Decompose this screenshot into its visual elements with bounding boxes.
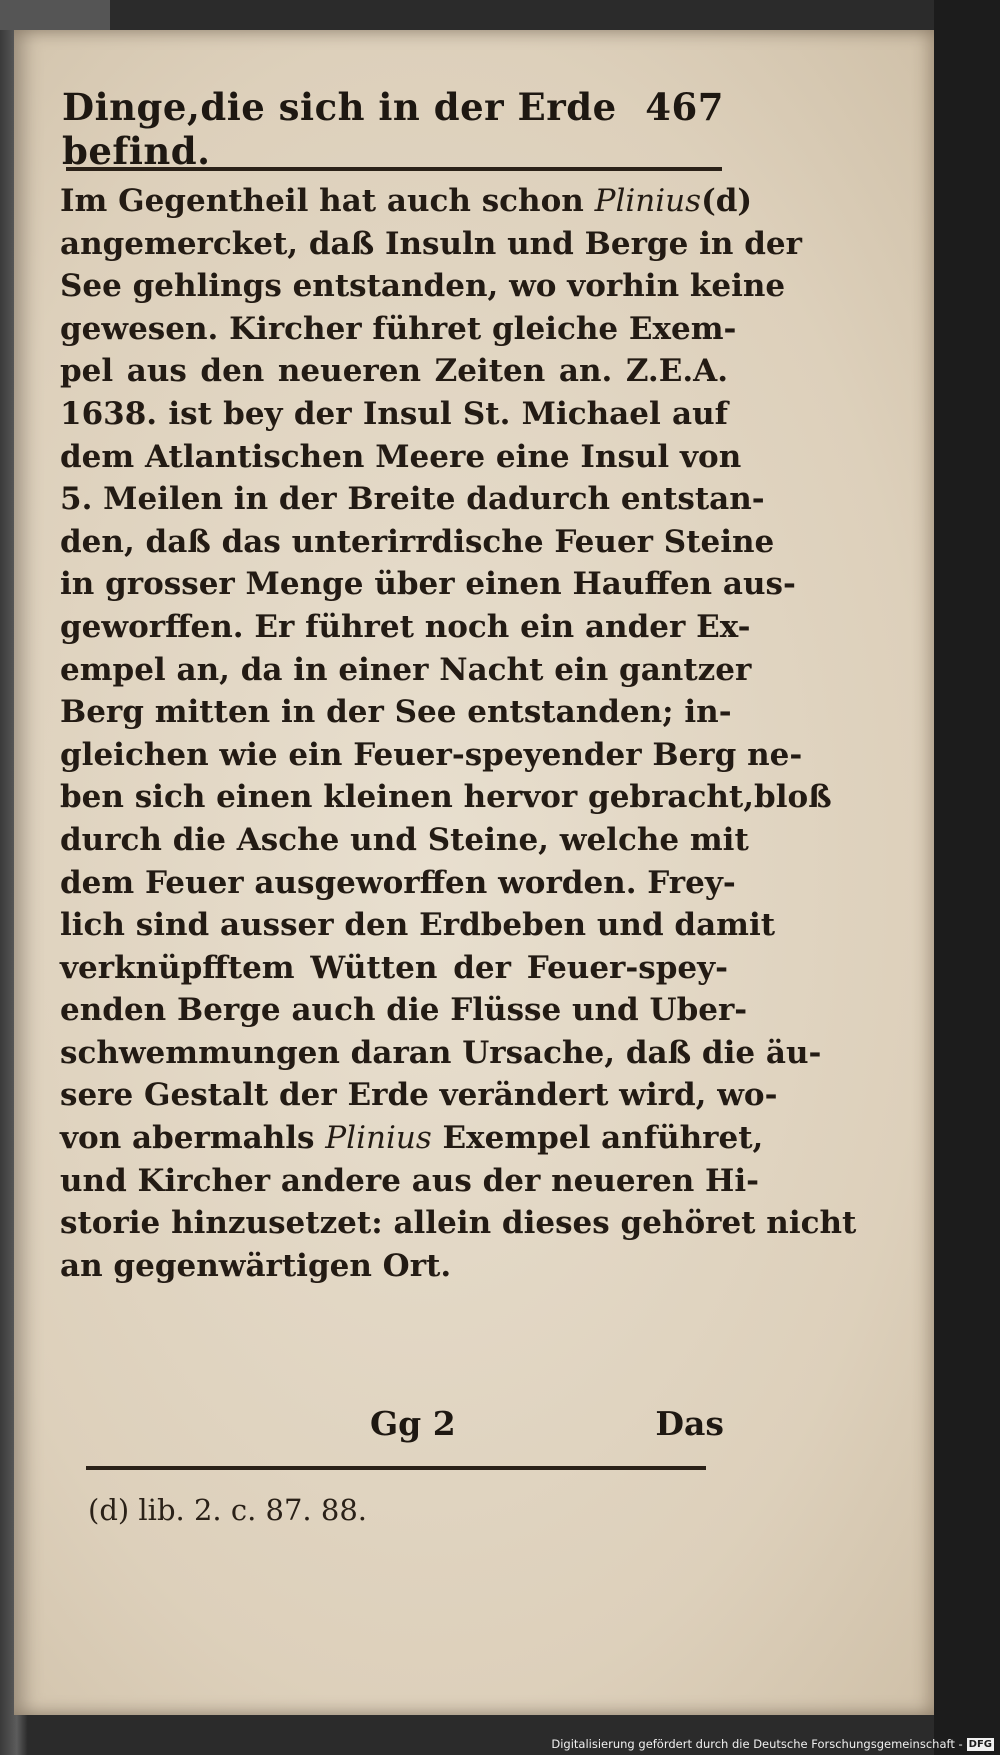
body-text — [60, 180, 857, 1287]
text-segment: Im Gegentheil hat auch schon — [60, 183, 595, 219]
italic-name: Plinius — [594, 183, 702, 219]
text-line — [60, 606, 751, 649]
text-line — [60, 819, 749, 862]
digitization-credit — [551, 1737, 994, 1751]
text-segment: angemercket, daß Insuln und Berge in der — [60, 225, 802, 262]
text-line — [60, 1202, 857, 1245]
text-line — [60, 1160, 759, 1203]
text-segment: See gehlings entstanden, wo vorhin keine — [60, 268, 786, 305]
text-line — [60, 223, 802, 266]
text-segment: Berg mitten in der See entstanden; in- — [60, 694, 732, 731]
text-line — [60, 862, 736, 905]
text-segment: und Kircher andere aus der neueren Hi- — [60, 1162, 759, 1199]
text-segment: 1638. ist bey der Insul St. Michael auf — [60, 395, 728, 432]
text-line — [60, 1032, 822, 1075]
text-line — [60, 776, 832, 819]
text-line — [60, 521, 775, 564]
signature-mark: Gg 2 — [370, 1404, 456, 1443]
header-rule — [66, 167, 722, 171]
text-line — [60, 1117, 764, 1160]
text-segment: 5. Meilen in der Breite dadurch entstan- — [60, 481, 765, 518]
text-segment: pel aus den neueren Zeiten an. Z.E.A. — [60, 353, 728, 390]
text-segment: verknüpfftem Wütten der Feuer-spey- — [60, 949, 728, 986]
text-segment: Exempel anführet, — [431, 1120, 764, 1157]
footnote-rule — [86, 1466, 706, 1470]
running-head-title: Dinge,die sich in der Erde befind. — [62, 85, 617, 173]
text-line — [60, 180, 753, 223]
text-line — [60, 734, 803, 777]
footnote: (d) lib. 2. c. 87. 88. — [88, 1493, 367, 1527]
text-segment: gleichen wie ein Feuer-speyender Berg ne- — [60, 736, 803, 773]
text-line — [60, 563, 796, 606]
text-line — [60, 691, 732, 734]
text-segment: von abermahls — [60, 1120, 326, 1157]
text-line — [60, 649, 752, 692]
text-line — [60, 265, 786, 308]
text-segment: gewesen. Kircher führet gleiche Exem- — [60, 310, 737, 347]
text-segment: an gegenwärtigen Ort. — [60, 1247, 452, 1284]
text-line — [60, 436, 742, 479]
text-segment: den, daß das unterirrdische Feuer Steine — [60, 523, 775, 560]
scan-background — [934, 0, 1000, 1755]
text-line — [60, 1245, 728, 1288]
text-segment: in grosser Menge über einen Hauffen aus- — [60, 566, 796, 603]
italic-name: Plinius — [325, 1120, 432, 1157]
text-segment: enden Berge auch die Flüsse und Uber- — [60, 992, 748, 1029]
binding-corner — [0, 0, 110, 30]
text-segment: lich sind ausser den Erdbeben und damit — [60, 907, 776, 944]
catchword: Das — [655, 1404, 724, 1443]
text-segment: geworffen. Er führet noch ein ander Ex- — [60, 608, 751, 645]
text-segment: durch die Asche und Steine, welche mit — [60, 821, 749, 858]
text-segment: ben sich einen kleinen hervor gebracht,bloß — [60, 779, 832, 816]
text-segment: dem Feuer ausgeworffen worden. Frey- — [60, 864, 736, 901]
text-segment: storie hinzusetzet: allein dieses gehöret nicht — [60, 1205, 857, 1242]
text-line — [60, 989, 748, 1032]
text-line — [60, 1074, 778, 1117]
text-line — [60, 947, 728, 990]
credit-text: Digitalisierung gefördert durch die Deutsche Forschungsgemeinschaft - — [551, 1737, 963, 1751]
text-segment: (d) — [701, 183, 753, 219]
running-head — [62, 85, 724, 173]
text-line — [60, 478, 765, 521]
text-segment: dem Atlantischen Meere eine Insul von — [60, 438, 742, 475]
text-line — [60, 350, 728, 393]
text-line — [60, 904, 776, 947]
text-line — [60, 393, 728, 436]
dfg-logo: DFG — [968, 1738, 992, 1750]
text-segment: schwemmungen daran Ursache, daß die äu- — [60, 1034, 822, 1071]
text-line — [60, 308, 737, 351]
text-segment: empel an, da in einer Nacht ein gantzer — [60, 651, 752, 688]
text-segment: sere Gestalt der Erde verändert wird, wo- — [60, 1077, 778, 1114]
page-number: 467 — [645, 85, 724, 129]
